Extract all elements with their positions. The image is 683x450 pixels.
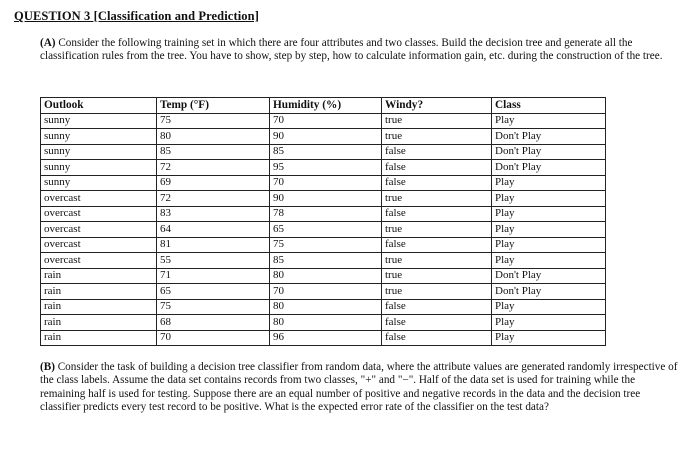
cell-outlook: overcast (41, 222, 157, 238)
header-outlook: Outlook (41, 98, 157, 114)
cell-outlook: rain (41, 284, 157, 300)
cell-outlook: sunny (41, 113, 157, 129)
part-b-label: (B) (40, 361, 55, 373)
cell-temp: 55 (157, 253, 270, 269)
table-row (41, 206, 606, 222)
cell-windy: false (382, 206, 492, 222)
table-row (41, 253, 606, 269)
cell-humidity: 90 (270, 129, 382, 145)
cell-windy: true (382, 284, 492, 300)
cell-humidity: 85 (270, 253, 382, 269)
part-a-label: (A) (40, 37, 56, 49)
part-a-text: Consider the following training set in which there are four attributes and two classes. Build the decision tree and generate all the classification rules from the tree. You have to show, step by step, how to calculate information gain, etc. during the construction of the tree. (40, 37, 663, 63)
cell-windy: false (382, 160, 492, 176)
cell-windy: false (382, 299, 492, 315)
part-b-paragraph (40, 361, 680, 415)
cell-temp: 69 (157, 175, 270, 191)
cell-humidity: 95 (270, 160, 382, 176)
part-a-paragraph (40, 37, 680, 64)
cell-outlook: sunny (41, 160, 157, 176)
cell-outlook: overcast (41, 237, 157, 253)
cell-outlook: rain (41, 268, 157, 284)
table-row (41, 160, 606, 176)
question-title: QUESTION 3 [Classification and Prediction] (14, 9, 259, 23)
cell-windy: true (382, 113, 492, 129)
cell-outlook: sunny (41, 144, 157, 160)
cell-humidity: 96 (270, 330, 382, 346)
cell-outlook: rain (41, 299, 157, 315)
cell-windy: false (382, 330, 492, 346)
cell-temp: 68 (157, 315, 270, 331)
cell-windy: true (382, 253, 492, 269)
table-header-row (41, 98, 606, 114)
cell-class: Play (492, 237, 606, 253)
cell-humidity: 70 (270, 113, 382, 129)
table-body (41, 113, 606, 346)
cell-humidity: 90 (270, 191, 382, 207)
cell-temp: 75 (157, 299, 270, 315)
cell-outlook: overcast (41, 253, 157, 269)
cell-humidity: 80 (270, 268, 382, 284)
cell-humidity: 65 (270, 222, 382, 238)
cell-temp: 81 (157, 237, 270, 253)
header-windy: Windy? (382, 98, 492, 114)
table-row (41, 175, 606, 191)
training-set-table (40, 97, 606, 346)
part-b-text: Consider the task of building a decision tree classifier from random data, where the attribute values are generated randomly irrespective of the class labels. Assume the data set contains records from two classes, "+" and "−". Half of the data set is used for training while the remaining half is used for testing. Suppose there are an equal number of positive and negative records in the data and the decision tree classifier predicts every test record to be positive. What is the expected error rate of the classifier on the test data? (40, 361, 678, 414)
cell-outlook: sunny (41, 175, 157, 191)
table-row (41, 191, 606, 207)
cell-windy: true (382, 191, 492, 207)
cell-outlook: overcast (41, 191, 157, 207)
cell-humidity: 80 (270, 315, 382, 331)
cell-humidity: 75 (270, 237, 382, 253)
cell-class: Play (492, 113, 606, 129)
table-row (41, 237, 606, 253)
cell-outlook: rain (41, 330, 157, 346)
cell-temp: 83 (157, 206, 270, 222)
cell-class: Don't Play (492, 268, 606, 284)
cell-windy: false (382, 144, 492, 160)
cell-outlook: sunny (41, 129, 157, 145)
cell-temp: 85 (157, 144, 270, 160)
cell-class: Play (492, 222, 606, 238)
table-row (41, 222, 606, 238)
cell-windy: false (382, 315, 492, 331)
cell-class: Play (492, 191, 606, 207)
cell-temp: 71 (157, 268, 270, 284)
table-row (41, 144, 606, 160)
cell-temp: 64 (157, 222, 270, 238)
table-row (41, 268, 606, 284)
cell-humidity: 78 (270, 206, 382, 222)
cell-temp: 70 (157, 330, 270, 346)
cell-outlook: rain (41, 315, 157, 331)
cell-humidity: 70 (270, 284, 382, 300)
cell-class: Don't Play (492, 144, 606, 160)
cell-temp: 72 (157, 160, 270, 176)
cell-windy: true (382, 222, 492, 238)
cell-class: Play (492, 253, 606, 269)
cell-class: Play (492, 299, 606, 315)
table-row (41, 113, 606, 129)
cell-temp: 80 (157, 129, 270, 145)
cell-class: Play (492, 175, 606, 191)
table-row (41, 315, 606, 331)
table-row (41, 330, 606, 346)
header-class: Class (492, 98, 606, 114)
cell-temp: 72 (157, 191, 270, 207)
table-row (41, 284, 606, 300)
cell-class: Play (492, 330, 606, 346)
table-row (41, 299, 606, 315)
cell-temp: 65 (157, 284, 270, 300)
cell-outlook: overcast (41, 206, 157, 222)
cell-humidity: 70 (270, 175, 382, 191)
cell-class: Don't Play (492, 284, 606, 300)
cell-class: Don't Play (492, 129, 606, 145)
header-humidity: Humidity (%) (270, 98, 382, 114)
header-temp: Temp (°F) (157, 98, 270, 114)
cell-windy: true (382, 129, 492, 145)
cell-temp: 75 (157, 113, 270, 129)
cell-class: Play (492, 206, 606, 222)
cell-class: Play (492, 315, 606, 331)
cell-humidity: 80 (270, 299, 382, 315)
cell-windy: false (382, 237, 492, 253)
cell-class: Don't Play (492, 160, 606, 176)
cell-humidity: 85 (270, 144, 382, 160)
cell-windy: true (382, 268, 492, 284)
cell-windy: false (382, 175, 492, 191)
table-row (41, 129, 606, 145)
